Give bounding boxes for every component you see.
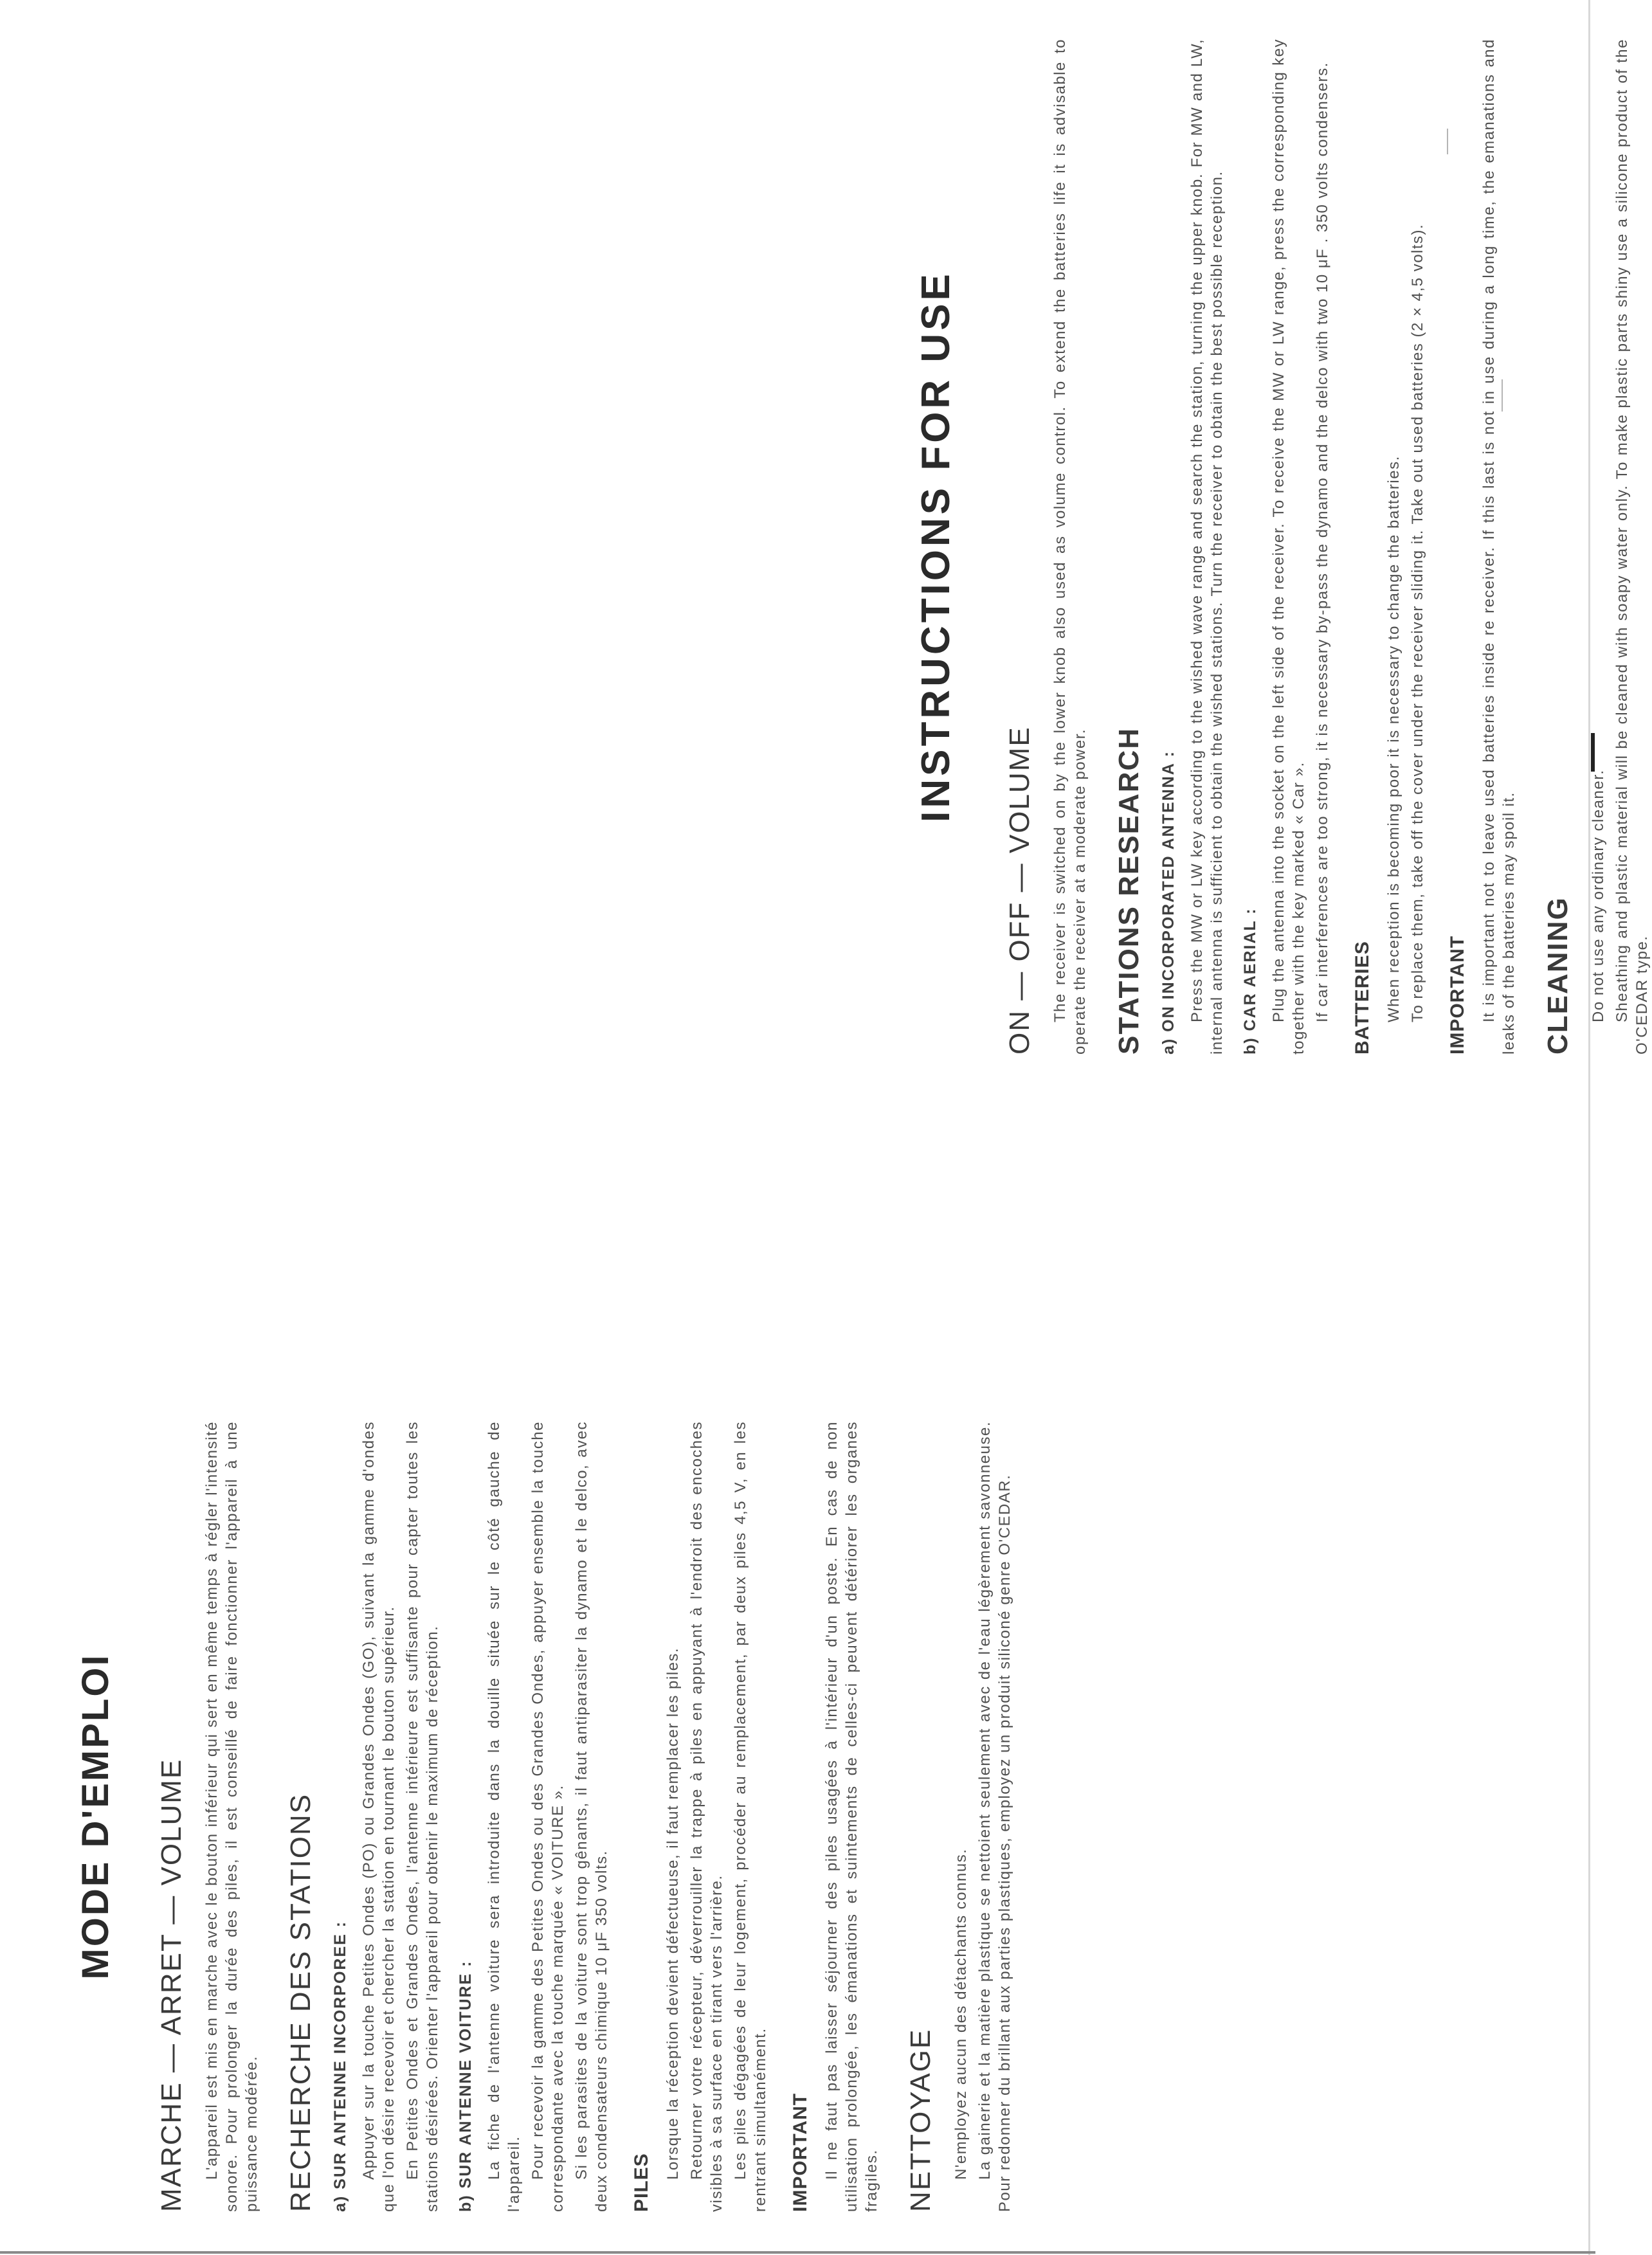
english-antenna-internal-p1: Press the MW or LW key according to the wished wave range and search the station, turning the upper knob. For MW and LW, internal antenna is sufficient to obtain the wished stations. Turn the receiver to obtain the best possible reception. [1188, 39, 1226, 1055]
english-batteries-p2: To replace them, take off the cover under the receiver sliding it. Take out used batteries (2 × 4,5 volts). [1409, 223, 1426, 1022]
french-on-off-text: L'appareil est mis en marche avec le bouton inférieur qui sert en même temps à régler l'intensité sonore. Pour prolonger la durée des piles, il est conseillé de faire fonctionner l'appareil à une puissance modérée. [203, 1421, 260, 2212]
french-instructions [74, 1421, 1296, 2212]
english-antenna-car-p1: Plug the antenna into the socket on the left side of the receiver. To receive the MW or LW range, press the corresponding key together with the key marked « Car ». [1270, 39, 1307, 1055]
french-stations-heading: RECHERCHE DES STATIONS [285, 1793, 316, 2212]
english-antenna-car-heading: b) CAR AERIAL : [1241, 907, 1259, 1055]
french-important-heading: IMPORTANT [790, 2092, 811, 2212]
french-antenna-car-heading: b) SUR ANTENNE VOITURE : [457, 1960, 475, 2212]
english-instructions [913, 39, 1651, 1055]
french-antenna-car-p3: Si les parasites de la voiture sont trop gênants, il faut antiparasiter la dynamo et le delco, avec deux condensateurs chimique 10 μF 350 volts. [573, 1421, 610, 2212]
french-on-off-heading: MARCHE — ARRET — VOLUME [156, 1758, 187, 2212]
french-antenna-internal-p1: Appuyer sur la touche Petites Ondes (PO) ou Grandes Ondes (GO), suivant la gamme d'ondes que l'on désire recevoir et chercher la station en tournant le bouton supérieur. [360, 1421, 397, 2212]
english-important-text: It is important not to leave used batteries inside re receiver. If this last is not in use during a long time, the emanations and leaks of the batteries may spoil it. [1480, 39, 1518, 1055]
french-batteries-heading: PILES [631, 2153, 652, 2212]
french-antenna-car-p1: La fiche de l'antenne voiture sera introduite dans la douille située sur le côté gauche de l'appareil. [486, 1421, 523, 2212]
english-antenna-car-p2: If car interferences are too strong, it is necessary by-pass the dynamo and the delco with two 10 μF . 350 volts condensers. [1314, 62, 1331, 1022]
french-title: MODE D'EMPLOI [75, 1653, 116, 1980]
french-batteries-p2: Retourner votre récepteur, déverrouiller la trappe à piles en appuyant à l'endroit des encoches visibles à sa surface en tirant vers l'arrière. [688, 1421, 725, 2212]
french-cleaning-p1: N'employez aucun des détachants connus. [952, 1848, 970, 2180]
french-antenna-car-p2: Pour recevoir la gamme des Petites Ondes ou des Grandes Ondes, appuyer ensemble la touche correspondante avec la touche marquée « VOITURE ». [529, 1421, 567, 2212]
english-stations-heading: STATIONS RESEARCH [1113, 727, 1145, 1055]
french-antenna-internal-p2: En Petites Ondes et Grandes Ondes, l'antenne intérieure est suffisante pour capter toutes les stations désirées. Orienter l'appareil pour obtenir le maximum de réception. [404, 1421, 441, 2212]
french-cleaning-p2: La gainerie et la matière plastique se nettoient seulement avec de l'eau légèrement savonneuse. Pour redonner du brillant aux parties plastiques, employez un produit siliconé genre O'CEDAR. [976, 1421, 1013, 2212]
english-batteries-p1: When reception is becoming poor it is necessary to change the batteries. [1385, 455, 1402, 1022]
english-cleaning-p1: Do not use any ordinary cleaner. [1590, 769, 1607, 1022]
english-cleaning-p2: Sheathing and plastic material will be cleaned with soapy water only. To make plastic parts shiny use a silicone product of the O'CEDAR type. [1613, 39, 1651, 1055]
english-batteries-heading: BATTERIES [1352, 941, 1373, 1055]
french-batteries-p1: Lorsque la réception devient défectueuse, il faut remplacer les piles. [664, 1647, 682, 2180]
english-title: INSTRUCTIONS FOR USE [914, 271, 958, 822]
scan-edge-bottom [0, 2251, 1595, 2254]
english-cleaning-heading: CLEANING [1542, 896, 1574, 1055]
french-cleaning-heading: NETTOYAGE [905, 2028, 936, 2212]
english-on-off-text: The receiver is switched on by the lower knob also used as volume control. To extend the batteries life it is advisable to operate the receiver at a moderate power. [1051, 39, 1089, 1055]
english-important-heading: IMPORTANT [1447, 935, 1468, 1055]
french-batteries-p3: Les piles dégagées de leur logement, procéder au remplacement, par deux piles 4,5 V, en les rentrant simultanément. [732, 1421, 769, 2212]
english-on-off-heading: ON — OFF — VOLUME [1004, 726, 1035, 1055]
french-important-text: Il ne faut pas laisser séjourner des piles usagées à l'intérieur d'un poste. En cas de non utilisation prolongée, les émanations et suintements de celles-ci peuvent détériorer les organes fragiles. [823, 1421, 880, 2212]
english-antenna-internal-heading: a) ON INCORPORATED ANTENNA : [1159, 750, 1177, 1055]
french-antenna-internal-heading: a) SUR ANTENNE INCORPOREE : [331, 1920, 349, 2212]
